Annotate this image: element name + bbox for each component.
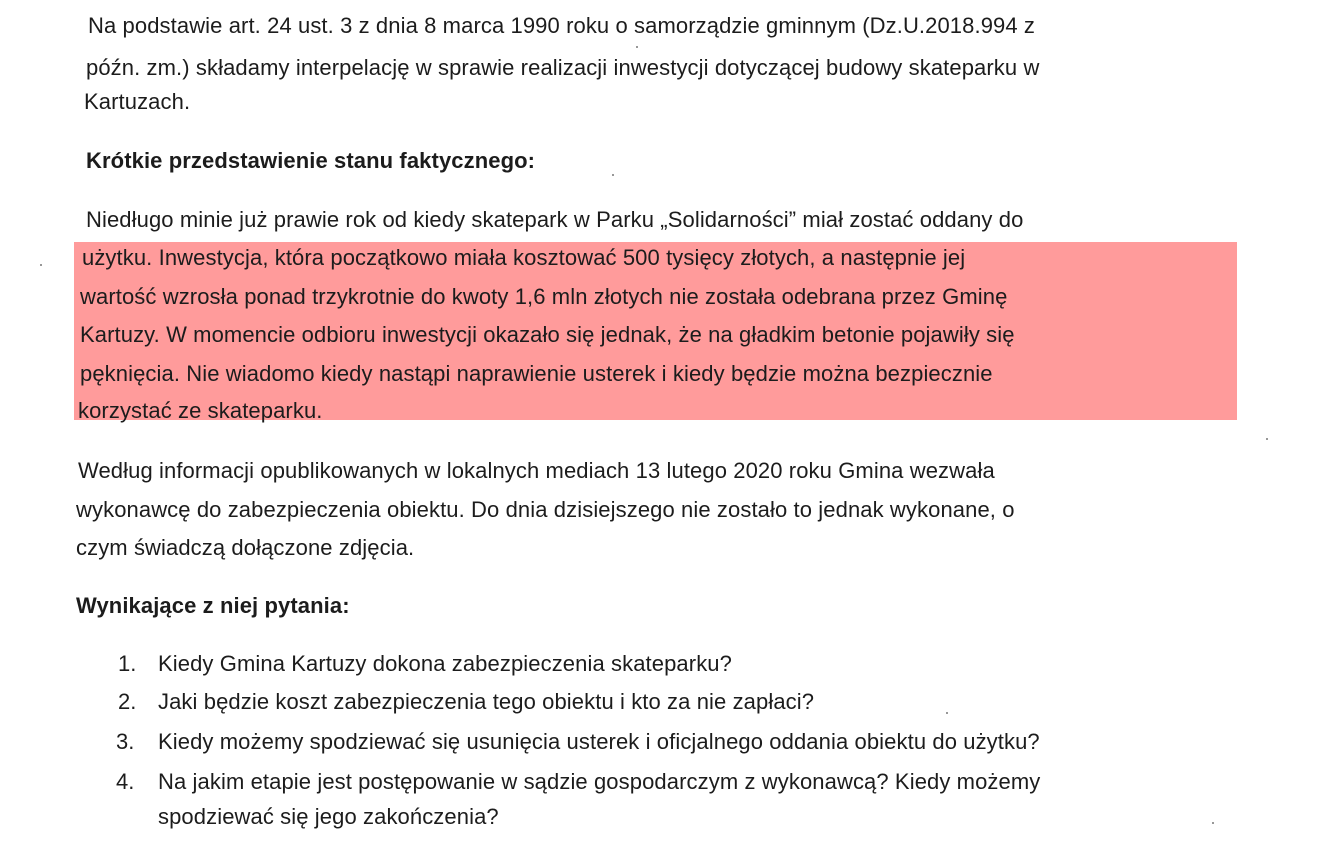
facts-line-5: pęknięcia. Nie wiadomo kiedy nastąpi naprawienie usterek i kiedy będzie można bezpiecznie [80,361,993,386]
scan-speck [40,264,42,266]
question-number-4: 4. [116,769,135,794]
scan-speck [1266,438,1268,440]
question-4-line-2: spodziewać się jego zakończenia? [158,804,499,829]
question-number-3: 3. [116,729,135,754]
questions-heading: Wynikające z niej pytania: [76,593,350,618]
question-4-line-1: Na jakim etapie jest postępowanie w sądzie gospodarczym z wykonawcą? Kiedy możemy [158,769,1041,794]
facts-line-6: korzystać ze skateparku. [78,398,323,423]
scan-speck [612,174,614,176]
question-3: Kiedy możemy spodziewać się usunięcia usterek i oficjalnego oddania obiektu do użytku? [158,729,1040,754]
question-1: Kiedy Gmina Kartuzy dokona zabezpieczenia skateparku? [158,651,732,676]
scan-speck [946,712,948,714]
question-number-1: 1. [118,651,137,676]
facts-line-3: wartość wzrosła ponad trzykrotnie do kwoty 1,6 mln złotych nie została odebrana przez Gminę [80,284,1008,309]
intro-line-2: późn. zm.) składamy interpelację w sprawie realizacji inwestycji dotyczącej budowy skateparku w [86,55,1040,80]
facts-line-4: Kartuzy. W momencie odbioru inwestycji okazało się jednak, że na gładkim betonie pojawiły się [80,322,1015,347]
question-number-2: 2. [118,689,137,714]
intro-line-1: Na podstawie art. 24 ust. 3 z dnia 8 marca 1990 roku o samorządzie gminnym (Dz.U.2018.994 z [88,13,1036,38]
media-line-1: Według informacji opublikowanych w lokalnych mediach 13 lutego 2020 roku Gmina wezwała [78,458,995,483]
facts-heading: Krótkie przedstawienie stanu faktycznego: [86,148,536,173]
scan-speck [1212,822,1214,824]
question-2: Jaki będzie koszt zabezpieczenia tego obiektu i kto za nie zapłaci? [158,689,815,714]
facts-line-2: użytku. Inwestycja, która początkowo miała kosztować 500 tysięcy złotych, a następnie jej [82,245,966,270]
scan-speck [636,46,638,48]
media-line-3: czym świadczą dołączone zdjęcia. [76,535,415,560]
intro-line-3: Kartuzach. [84,89,191,114]
media-line-2: wykonawcę do zabezpieczenia obiektu. Do dnia dzisiejszego nie zostało to jednak wykonane, o [76,497,1015,522]
facts-line-1: Niedługo minie już prawie rok od kiedy skatepark w Parku „Solidarności” miał zostać oddany do [86,207,1024,232]
